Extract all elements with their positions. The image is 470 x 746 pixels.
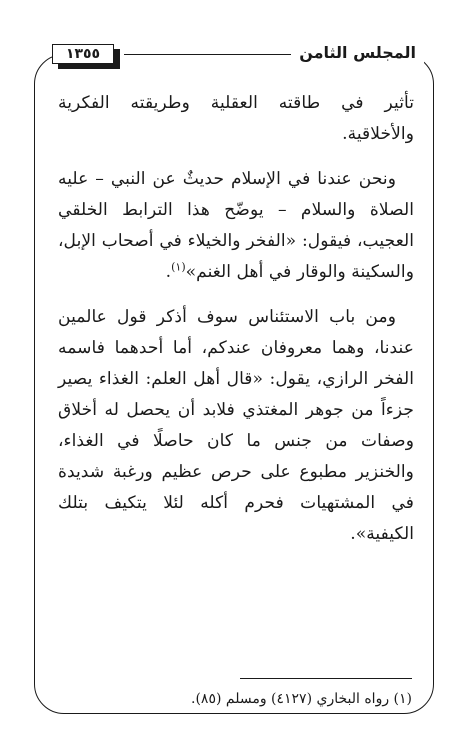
page-body: [58, 88, 414, 564]
paragraph-2-end: .: [165, 262, 172, 282]
chapter-title: المجلس الثامن: [291, 40, 424, 66]
footnote-reference: (١): [171, 260, 186, 274]
footnote: (١) رواه البخاري (٤١٢٧) ومسلم (٨٥).: [191, 691, 412, 707]
paragraph-3: ومن باب الاستئناس سوف أذكر قول عالمين عندنا، وهما معروفان عندكم، أما أحدهما فاسمه الفخر الرازي، يقول: «قال أهل العلم: الغذاء يصير جزءاً من جوهر المغتذي فلابد أن يحصل له أخلاق وصفات من جنس ما كان حاصلًا في الغذاء، والخنزير مطبوع على حرص عظيم ورغبة شديدة في المشتهيات فحرم أكله لئلا يتكيف بتلك الكيفية».: [58, 307, 414, 544]
footnote-separator: [240, 678, 412, 679]
paragraph-2: [58, 164, 414, 288]
page-number: ١٣٥٥: [52, 44, 114, 64]
paragraph-1: تأثير في طاقته العقلية وطريقته الفكرية والأخلاقية.: [58, 93, 414, 144]
page-number-box: [52, 44, 124, 70]
paragraph-2-text: ونحن عندنا في الإسلام حديثٌ عن النبي – عليه الصلاة والسلام – يوضّح هذا الترابط الخلقي العجيب، فيقول: «الفخر والخيلاء في أصحاب الإبل، والسكينة والوقار في أهل الغنم»: [58, 169, 414, 282]
